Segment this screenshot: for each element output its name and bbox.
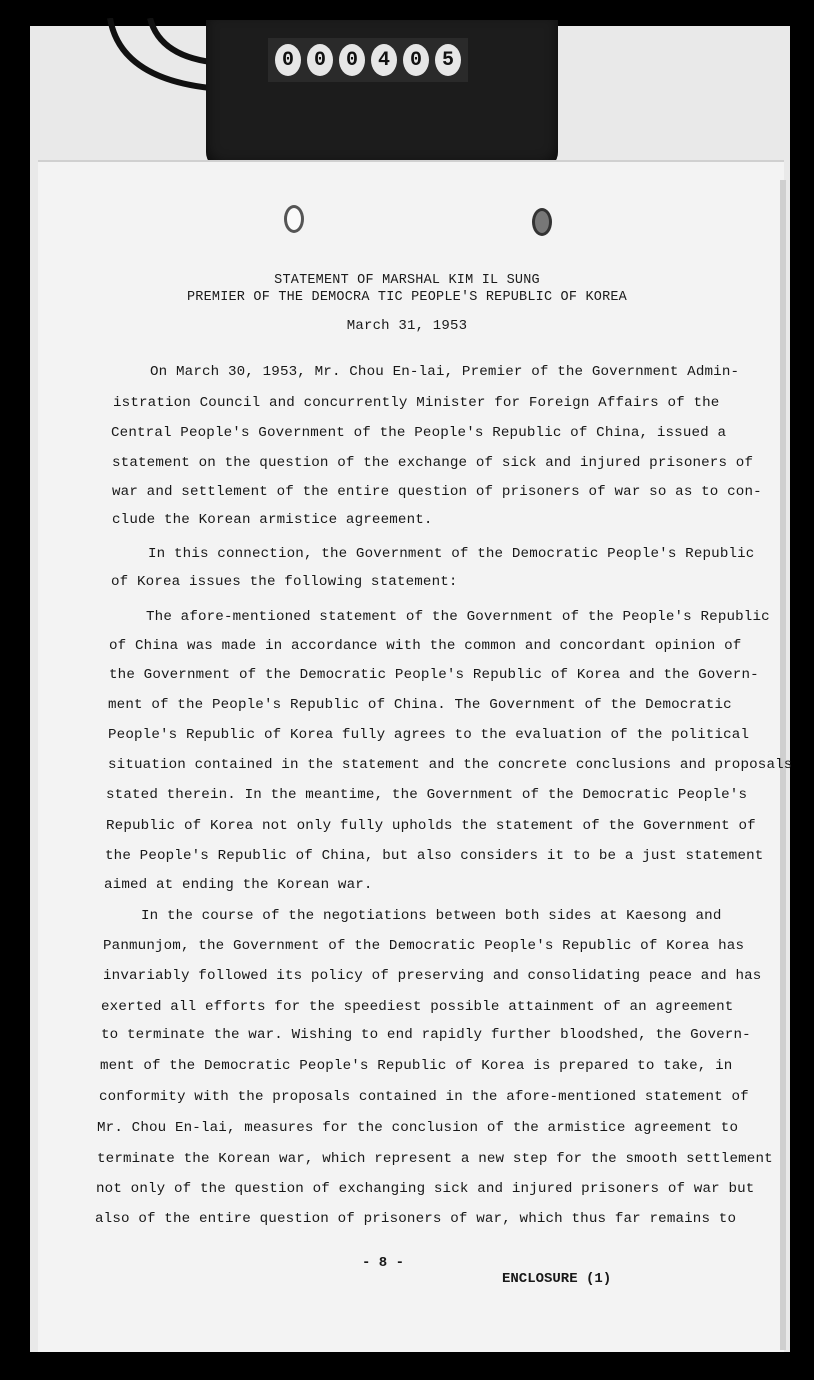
punch-hole-left	[284, 205, 304, 233]
document-title-line-1: STATEMENT OF MARSHAL KIM IL SUNG	[274, 273, 540, 288]
body-line: On March 30, 1953, Mr. Chou En-lai, Premier of the Government Admin-	[150, 364, 740, 380]
body-line: the Government of the Democratic People's Republic of Korea and the Govern-	[109, 667, 759, 683]
counter-digit: 0	[307, 44, 333, 76]
body-line: Panmunjom, the Government of the Democratic People's Republic of Korea has	[103, 938, 745, 954]
body-line: exerted all efforts for the speediest possible attainment of an agreement	[101, 999, 734, 1015]
punch-hole-right	[532, 208, 552, 236]
body-line: war and settlement of the entire question of prisoners of war so as to con-	[112, 484, 762, 500]
counter-digit: 5	[435, 44, 461, 76]
body-line: In this connection, the Government of the Democratic People's Republic	[148, 546, 755, 562]
body-line: of China was made in accordance with the common and concordant opinion of	[109, 638, 742, 654]
body-line: In the course of the negotiations between both sides at Kaesong and	[141, 908, 722, 924]
body-line: Central People's Government of the People's Republic of China, issued a	[111, 425, 727, 441]
body-line: statement on the question of the exchange of sick and injured prisoners of	[112, 455, 754, 471]
body-line: Republic of Korea not only fully upholds the statement of the Government of	[106, 818, 756, 834]
body-line: ment of the People's Republic of China. The Government of the Democratic	[108, 697, 732, 713]
body-line: People's Republic of Korea fully agrees to the evaluation of the political	[108, 727, 750, 743]
body-line: the People's Republic of China, but also considers it to be a just statement	[105, 848, 764, 864]
document-date: March 31, 1953	[346, 318, 468, 334]
body-line: of Korea issues the following statement:	[111, 574, 458, 590]
body-line: clude the Korean armistice agreement.	[112, 512, 433, 528]
body-line: Mr. Chou En-lai, measures for the conclusion of the armistice agreement to	[97, 1120, 739, 1136]
counter-digit: 0	[339, 44, 365, 76]
body-line: stated therein. In the meantime, the Government of the Democratic People's	[106, 787, 748, 803]
counter-digit: 0	[403, 44, 429, 76]
body-line: also of the entire question of prisoners of war, which thus far remains to	[95, 1211, 737, 1227]
body-line: situation contained in the statement and the concrete conclusions and proposals	[108, 757, 793, 773]
frame-counter-device	[206, 20, 558, 170]
body-line: The afore-mentioned statement of the Government of the People's Republic	[146, 609, 770, 625]
document-page	[38, 160, 784, 1352]
counter-digit: 4	[371, 44, 397, 76]
body-line: aimed at ending the Korean war.	[104, 877, 373, 893]
counter-window	[268, 38, 468, 82]
body-line: invariably followed its policy of preserving and consolidating peace and has	[103, 968, 762, 984]
body-line: ment of the Democratic People's Republic of Korea is prepared to take, in	[100, 1058, 733, 1074]
page-number: - 8 -	[362, 1255, 405, 1271]
body-line: istration Council and concurrently Minister for Foreign Affairs of the	[113, 395, 720, 411]
counter-digit: 0	[275, 44, 301, 76]
enclosure-label: ENCLOSURE (1)	[502, 1271, 612, 1287]
body-line: to terminate the war. Wishing to end rapidly further bloodshed, the Govern-	[101, 1027, 751, 1043]
body-line: conformity with the proposals contained in the afore-mentioned statement of	[99, 1089, 749, 1105]
body-line: not only of the question of exchanging sick and injured prisoners of war but	[96, 1181, 755, 1197]
body-line: terminate the Korean war, which represent a new step for the smooth settlement	[97, 1151, 773, 1167]
document-title-line-2: PREMIER OF THE DEMOCRA TIC PEOPLE'S REPUBLIC OF KOREA	[187, 290, 627, 305]
